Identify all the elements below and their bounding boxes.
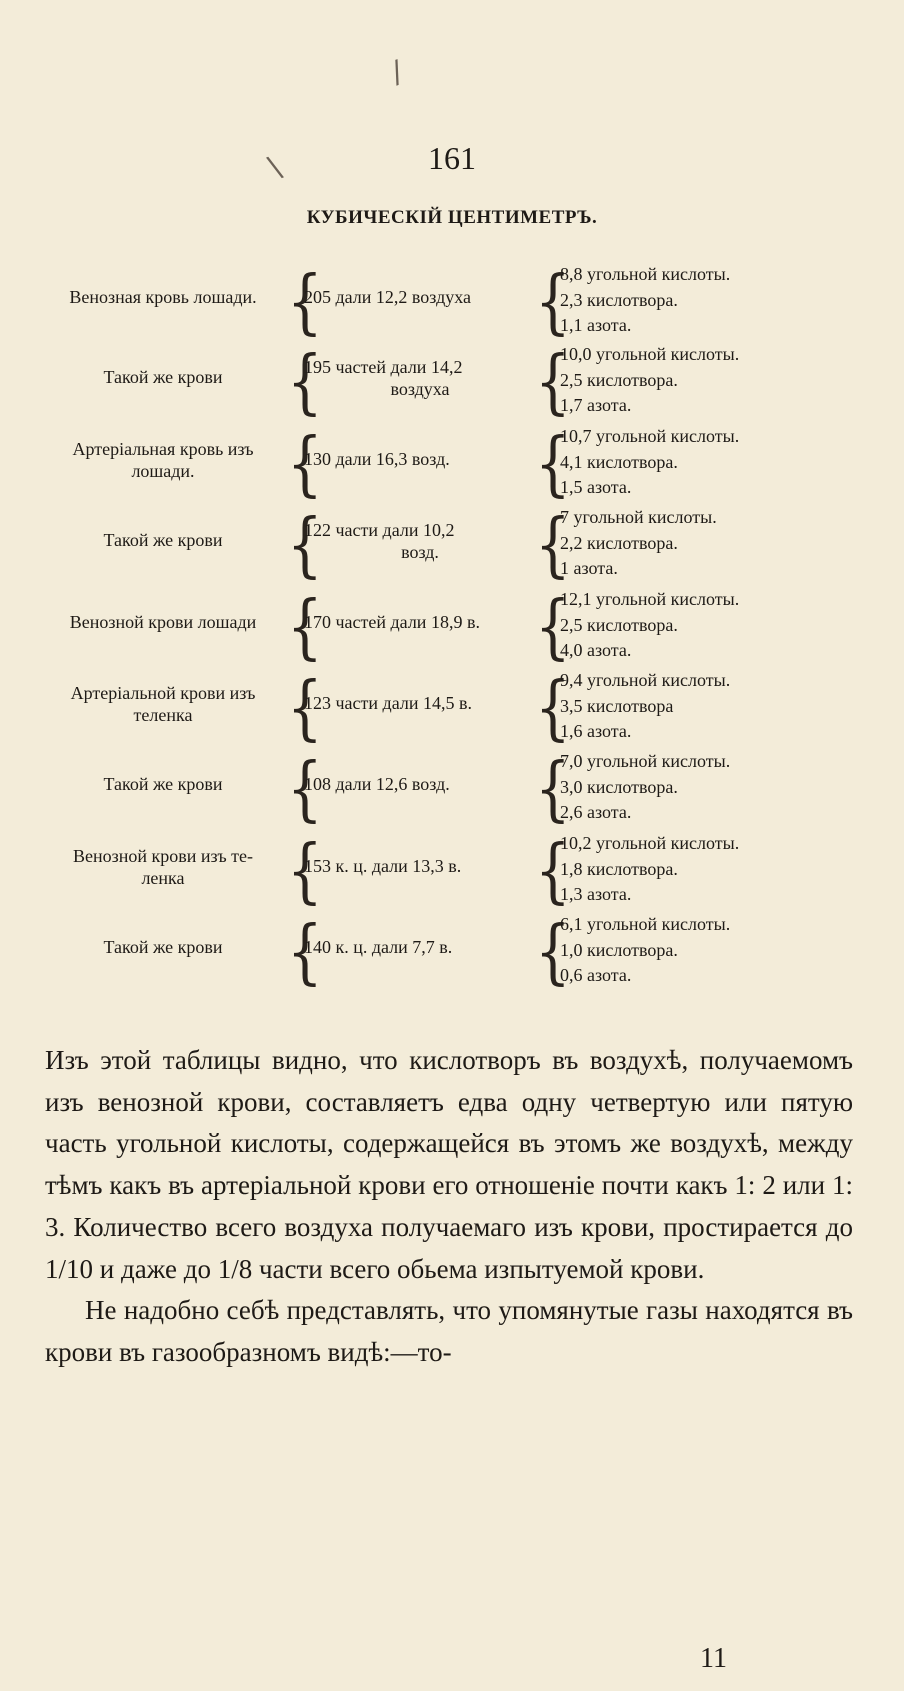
gas-value: 12,1 угольной кислоты. <box>560 589 740 609</box>
gas-value: 3,0 кислотвора. <box>560 776 678 797</box>
row-label-line: лошади. <box>131 461 195 481</box>
row-label-line: Такой же крови <box>103 774 223 794</box>
gas-value: 2,3 кислотвора. <box>560 289 678 310</box>
left-brace: { <box>287 261 323 343</box>
row-measurement-line: 153 к. ц. дали 13,3 в. <box>304 856 462 876</box>
table-row <box>0 505 904 585</box>
gas-value: 10,2 угольной кислоты. <box>560 833 740 853</box>
row-label <box>38 682 288 726</box>
gas-value: 1,1 азота. <box>560 315 632 335</box>
table-heading: КУБИЧЕСКІЙ ЦЕНТИМЕТРЪ. <box>306 207 598 228</box>
row-measurement-line: 195 частей дали 14,2 <box>304 357 463 377</box>
gas-value: 4,1 кислотвора. <box>560 451 678 472</box>
row-measurement <box>304 773 536 795</box>
table-row <box>0 587 904 667</box>
paragraph: Изъ этой таблицы видно, что кислотворъ въ воздухѣ, получаемомъ изъ венозной крови, составляетъ едва одну четвертую или пятую часть угольной кислоты, содержащейся въ этомъ же воздухѣ, между тѣмъ какъ въ артеріальной крови его отношеніе почти какъ 1: 2 или 1: 3. Количество всего воздуха получаемаго изъ крови, простирается до 1/10 и даже до 1/8 части всего обьема изпытуемой крови. <box>45 1045 853 1284</box>
right-brace: { <box>535 423 571 505</box>
row-measurement-line: 170 частей дали 18,9 в. <box>304 612 480 632</box>
row-measurement <box>304 448 536 470</box>
row-measurement-line: 130 дали 16,3 возд. <box>304 449 450 469</box>
row-label <box>38 845 288 889</box>
table-row <box>0 912 904 992</box>
table-row <box>0 424 904 504</box>
left-brace: { <box>287 341 323 423</box>
left-brace: { <box>287 586 323 668</box>
right-brace: { <box>535 586 571 668</box>
right-brace: { <box>535 911 571 993</box>
right-brace: { <box>535 341 571 423</box>
gas-value: 7 угольной кислоты. <box>560 507 717 527</box>
right-brace: { <box>535 504 571 586</box>
row-measurement-line: 122 части дали 10,2 <box>304 520 455 540</box>
gas-value: 7,0 угольной кислоты. <box>560 751 731 771</box>
row-label <box>38 366 288 388</box>
gas-composition <box>560 342 900 419</box>
table-row <box>0 668 904 748</box>
row-measurement-line: 205 дали 12,2 воздуха <box>304 287 471 307</box>
row-measurement-line: воздуха <box>390 379 450 399</box>
row-measurement <box>304 286 536 308</box>
row-label-line: Венозной крови изъ те- <box>73 846 253 866</box>
row-label-line: теленка <box>133 705 193 725</box>
left-brace: { <box>287 911 323 993</box>
gas-value: 10,0 угольной кислоты. <box>560 344 740 364</box>
paragraph: Не надобно себѣ представлять, что упомянутые газы находятся въ крови въ газообразномъ видѣ:—то- <box>45 1295 853 1367</box>
right-brace: { <box>535 261 571 343</box>
left-brace: { <box>287 830 323 912</box>
row-measurement <box>304 855 536 877</box>
gas-value: 3,5 кислотвора <box>560 695 674 716</box>
row-label-line: Такой же крови <box>103 530 223 550</box>
gas-value: 9,4 угольной кислоты. <box>560 670 731 690</box>
row-measurement-line: возд. <box>401 542 439 562</box>
gas-composition <box>560 668 900 745</box>
gas-value: 1,7 азота. <box>560 395 632 415</box>
row-measurement <box>304 519 536 563</box>
gas-value: 4,0 азота. <box>560 640 632 660</box>
row-measurement-line: 123 части дали 14,5 в. <box>304 693 472 713</box>
row-measurement <box>304 611 536 633</box>
gas-composition <box>560 262 900 339</box>
right-brace: { <box>535 667 571 749</box>
table-row <box>0 262 904 342</box>
row-label-line: Артеріальная кровь изъ <box>72 439 254 459</box>
gas-value: 0,6 азота. <box>560 965 632 985</box>
row-measurement <box>304 692 536 714</box>
row-measurement <box>304 936 536 958</box>
gas-value: 1 азота. <box>560 558 618 578</box>
gas-value: 8,8 угольной кислоты. <box>560 264 731 284</box>
stray-mark: \ <box>264 149 286 186</box>
row-label-line: Такой же крови <box>103 937 223 957</box>
gas-composition <box>560 749 900 826</box>
row-label-line: Такой же крови <box>103 367 223 387</box>
gas-composition <box>560 831 900 908</box>
gas-value: 1,3 азота. <box>560 884 632 904</box>
row-label <box>38 773 288 795</box>
gas-value: 1,6 азота. <box>560 721 632 741</box>
gas-composition <box>560 505 900 582</box>
gas-composition <box>560 424 900 501</box>
gas-value: 1,5 азота. <box>560 477 632 497</box>
left-brace: { <box>287 423 323 505</box>
gas-composition <box>560 587 900 664</box>
row-label-line: Венозная кровь лошади. <box>69 287 257 307</box>
row-label <box>38 286 288 308</box>
row-measurement-line: 108 дали 12,6 возд. <box>304 774 450 794</box>
gas-composition <box>560 912 900 989</box>
table-row <box>0 342 904 422</box>
left-brace: { <box>287 667 323 749</box>
row-measurement-line: 140 к. ц. дали 7,7 в. <box>304 937 453 957</box>
left-brace: { <box>287 748 323 830</box>
row-label-line: ленка <box>141 868 185 888</box>
row-label <box>38 936 288 958</box>
table-row <box>0 749 904 829</box>
gas-value: 2,5 кислотвора. <box>560 369 678 390</box>
gas-value: 6,1 угольной кислоты. <box>560 914 731 934</box>
row-label <box>38 611 288 633</box>
gas-value: 1,0 кислотвора. <box>560 939 678 960</box>
gas-value: 1,8 кислотвора. <box>560 858 678 879</box>
gas-value: 10,7 угольной кислоты. <box>560 426 740 446</box>
row-label <box>38 438 288 482</box>
gas-value: 2,6 азота. <box>560 802 632 822</box>
row-label <box>38 529 288 551</box>
right-brace: { <box>535 748 571 830</box>
page-number: 161 <box>428 140 476 176</box>
left-brace: { <box>287 504 323 586</box>
gas-value: 2,5 кислотвора. <box>560 614 678 635</box>
body-text <box>45 1040 853 1374</box>
row-label-line: Венозной крови лошади <box>69 612 257 632</box>
sheet-signature: 11 <box>700 1643 727 1674</box>
table-row <box>0 831 904 911</box>
row-measurement <box>304 356 536 400</box>
stray-mark: / <box>386 54 408 91</box>
row-label-line: Артеріальной крови изъ <box>70 683 256 703</box>
gas-value: 2,2 кислотвора. <box>560 532 678 553</box>
right-brace: { <box>535 830 571 912</box>
